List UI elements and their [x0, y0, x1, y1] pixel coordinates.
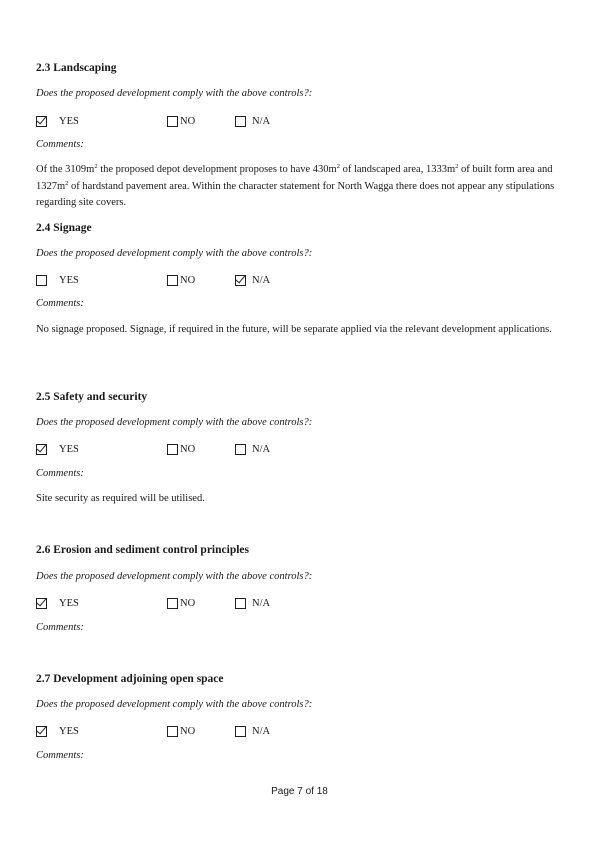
- checked-checkbox-icon[interactable]: [36, 598, 47, 609]
- compliance-question: Does the proposed development comply with the above controls?:: [36, 699, 313, 710]
- option-na[interactable]: N/A: [235, 596, 270, 610]
- option-no[interactable]: NO: [167, 114, 195, 128]
- comment-text: Of the $3109m^2$ the proposed depot development proposes to have $430m^2$ of landscaped area, $1333m^2$ of built form area and $1327m^2$ of hardstand pavement area. Within the character statement for North Wagga there does not appear any stipulations regarding site covers.: [36, 163, 555, 208]
- section-heading-safety-security: 2.5 Safety and security: [36, 391, 148, 403]
- section-heading-erosion-sediment: 2.6 Erosion and sediment control principles: [36, 544, 249, 556]
- option-no[interactable]: NO: [167, 273, 195, 287]
- compliance-question: Does the proposed development comply with the above controls?:: [36, 88, 313, 99]
- comments-label: Comments:: [36, 468, 84, 479]
- checkbox-icon[interactable]: [235, 726, 246, 737]
- option-yes[interactable]: YES: [36, 442, 79, 456]
- option-na[interactable]: N/A: [235, 114, 270, 128]
- comment-text: Site security as required will be utilised.: [36, 493, 205, 504]
- section-heading-landscaping: 2.3 Landscaping: [36, 62, 117, 74]
- checkbox-icon[interactable]: [167, 275, 178, 286]
- option-na[interactable]: N/A: [235, 724, 270, 738]
- checkbox-icon[interactable]: [235, 598, 246, 609]
- checkbox-icon[interactable]: [167, 444, 178, 455]
- option-no[interactable]: NO: [167, 596, 195, 610]
- checkbox-icon[interactable]: [167, 116, 178, 127]
- compliance-options: [36, 273, 436, 287]
- checkbox-icon[interactable]: [167, 726, 178, 737]
- compliance-question: Does the proposed development comply with the above controls?:: [36, 417, 313, 428]
- section-heading-open-space: 2.7 Development adjoining open space: [36, 673, 224, 685]
- option-yes[interactable]: YES: [36, 596, 79, 610]
- option-yes[interactable]: YES: [36, 273, 79, 287]
- compliance-question: Does the proposed development comply with the above controls?:: [36, 248, 313, 259]
- page-number-footer: Page 7 of 18: [271, 786, 328, 797]
- comment-text: No signage proposed. Signage, if required in the future, will be separate applied via the relevant development applications.: [36, 324, 552, 335]
- checkbox-icon[interactable]: [167, 598, 178, 609]
- compliance-options: [36, 442, 436, 456]
- option-no[interactable]: NO: [167, 724, 195, 738]
- checked-checkbox-icon[interactable]: [36, 444, 47, 455]
- checked-checkbox-icon[interactable]: [235, 275, 246, 286]
- compliance-options: [36, 114, 436, 128]
- checked-checkbox-icon[interactable]: [36, 726, 47, 737]
- compliance-options: [36, 596, 436, 610]
- option-na[interactable]: N/A: [235, 442, 270, 456]
- section-heading-signage: 2.4 Signage: [36, 222, 92, 234]
- option-yes[interactable]: YES: [36, 114, 79, 128]
- comments-label: Comments:: [36, 622, 84, 633]
- compliance-options: [36, 724, 436, 738]
- comments-label: Comments:: [36, 139, 84, 150]
- compliance-question: Does the proposed development comply with the above controls?:: [36, 571, 313, 582]
- option-yes[interactable]: YES: [36, 724, 79, 738]
- checkbox-icon[interactable]: [36, 275, 47, 286]
- checked-checkbox-icon[interactable]: [36, 116, 47, 127]
- option-na[interactable]: N/A: [235, 273, 270, 287]
- checkbox-icon[interactable]: [235, 116, 246, 127]
- checkbox-icon[interactable]: [235, 444, 246, 455]
- comments-label: Comments:: [36, 750, 84, 761]
- option-no[interactable]: NO: [167, 442, 195, 456]
- comments-label: Comments:: [36, 298, 84, 309]
